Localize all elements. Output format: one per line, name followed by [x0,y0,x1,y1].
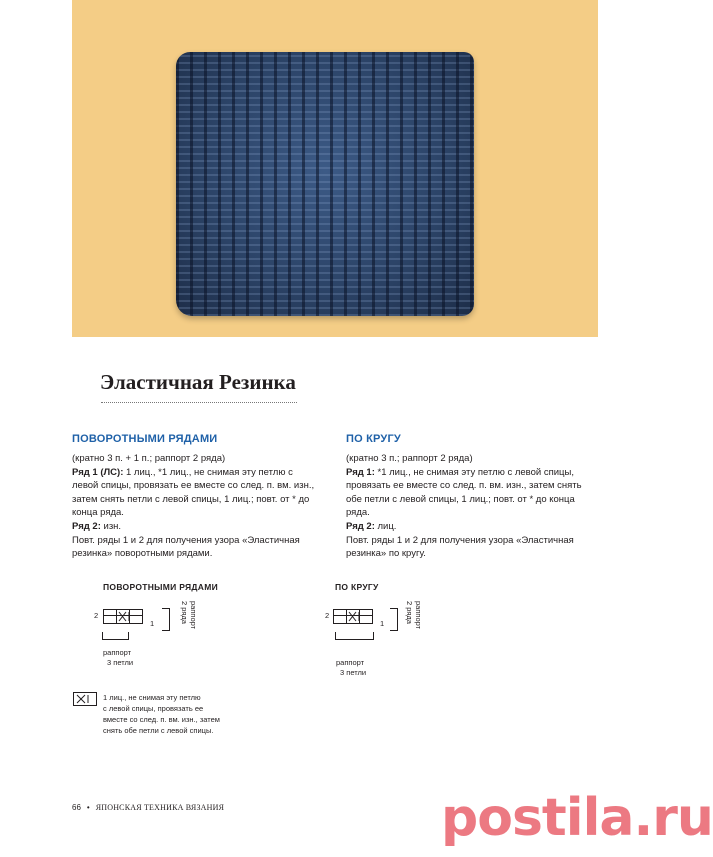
chart-flat-row-1: 1 [150,619,155,628]
chart-round-row-bracket [390,608,398,631]
page-number: 66 [72,803,81,812]
round-row1 [346,466,586,520]
chart-round-grid [333,609,373,624]
chart-round-row-repeat: раппорт 2 ряда [405,601,423,630]
flat-row2-label: Ряд 2: [72,520,101,532]
flat-intro: (кратно 3 п. + 1 п.; раппорт 2 ряда) [72,453,226,464]
legend-line: вместе со след. п. вм. изн., затем [103,715,220,724]
round-repeat: Повт. ряды 1 и 2 для получения узора «Эластичная резинка» по кругу. [346,534,574,560]
page-footer [72,803,224,812]
flat-row2 [72,520,315,534]
legend-text [103,692,220,736]
round-row2-text: лиц. [374,520,397,532]
legend-line: 1 лиц., не снимая эту петлю [103,693,201,702]
chart-round-stitch-bracket [335,632,374,640]
chart-cell [347,610,360,623]
chart-round-stitch-repeat-2: 3 петли [340,668,367,677]
round-intro: (кратно 3 п.; раппорт 2 ряда) [346,453,473,464]
flat-repeat: Повт. ряды 1 и 2 для получения узора «Эластичная резинка» поворотными рядами. [72,534,300,560]
round-instructions [346,452,586,561]
chart-flat-row-bracket [162,608,170,631]
flat-row1-label: Ряд 1 (ЛС): [72,466,124,478]
chart-flat-row-2: 2 [94,611,99,620]
page-title: Эластичная Резинка [100,370,296,394]
chart-round-stitch-repeat-1: раппорт [336,658,365,667]
decrease-symbol [74,693,96,705]
flat-row1-text: 1 лиц., *1 лиц., не снимая эту петлю с левой спицы, провязать ее вместе со след. п. вм. изн., затем снять петли с левой спицы, 1 лиц.; повт. от * до конца ряда. [72,466,315,519]
chart-cell [117,610,130,623]
chart-flat-title: ПОВОРОТНЫМИ РЯДАМИ [103,582,218,592]
watermark: postila.ru [441,788,713,848]
legend-line: с левой спицы, провязать ее [103,704,204,713]
chart-flat-grid [103,609,143,624]
chart-cell [130,610,142,623]
chart-flat-stitch-repeat-2: 3 петли [107,658,134,667]
round-row2-label: Ряд 2: [346,520,375,532]
round-row1-label: Ряд 1: [346,466,375,478]
knitted-swatch [176,52,474,316]
chart-round-row-divider [333,615,372,616]
chart-round-title: ПО КРУГУ [335,582,379,592]
flat-heading: ПОВОРОТНЫМИ РЯДАМИ [72,433,218,445]
flat-row2-text: изн. [100,520,122,532]
chart-cell [360,610,372,623]
book-title: ЯПОНСКАЯ ТЕХНИКА ВЯЗАНИЯ [95,803,225,812]
legend-line: снять обе петли с левой спицы. [103,726,214,735]
chart-round-row-2: 2 [325,611,330,620]
chart-flat-row-repeat: раппорт 2 ряда [180,601,198,630]
chart-cell [104,610,117,623]
chart-flat-row-divider [103,615,142,616]
chart-cell [334,610,347,623]
flat-instructions [72,452,315,561]
legend-symbol-box [73,692,97,706]
flat-row1 [72,466,315,520]
title-divider [101,402,297,403]
round-row1-text: *1 лиц., не снимая эту петлю с левой спицы, провязать ее вместе со след. п. вм. изн., затем снять обе петли с левой спицы, 1 лиц.; повт. от * до конца ряда. [346,466,582,519]
chart-round-row-1: 1 [380,619,385,628]
chart-flat-stitch-bracket [102,632,129,640]
swatch-photo [72,0,598,337]
round-row2 [346,520,586,534]
chart-flat-stitch-repeat-1: раппорт [103,648,132,657]
round-heading: ПО КРУГУ [346,433,401,445]
footer-separator: • [86,803,90,812]
